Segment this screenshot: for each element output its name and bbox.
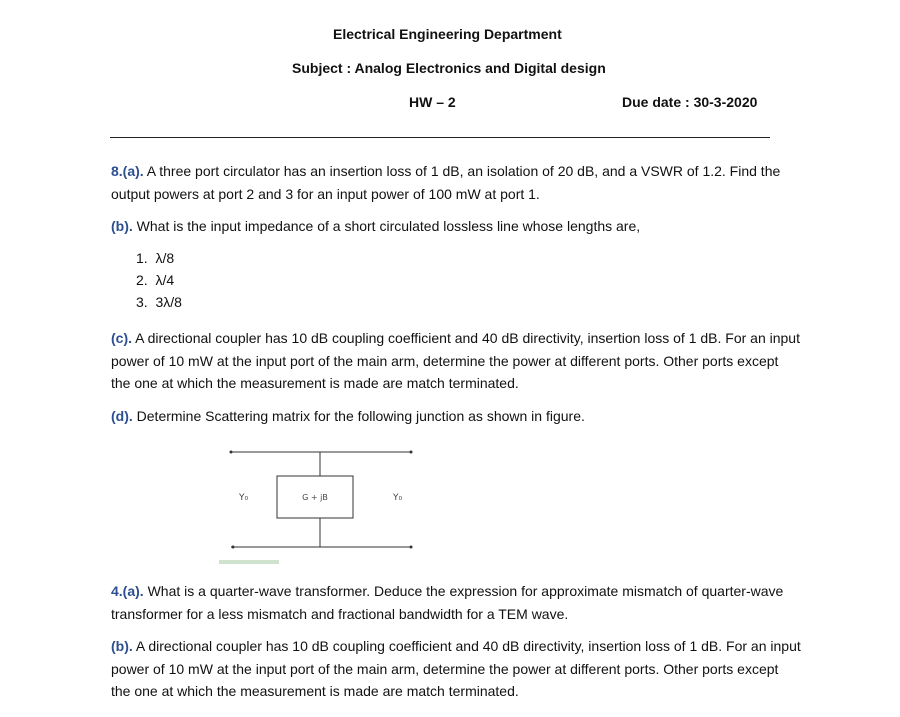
homework-number: HW – 2: [409, 94, 456, 110]
question-4a: [111, 580, 801, 625]
question-8d: [111, 405, 801, 428]
question-4b: [111, 635, 801, 703]
question-label: 8.(a).: [111, 163, 144, 179]
port-terminal: [230, 451, 233, 454]
port-terminal: [232, 546, 235, 549]
list-value: λ/8: [155, 250, 175, 266]
subject-title: Subject : Analog Electronics and Digital design: [292, 60, 606, 76]
question-8c: [111, 327, 801, 395]
question-label: 4.(a).: [111, 583, 144, 599]
port-terminal: [410, 451, 413, 454]
list-number: 2.: [136, 272, 148, 288]
question-text: What is a quarter-wave transformer. Deduce the expression for approximate mismatch of quarter-wave transformer for a less mismatch and fractional bandwidth for a TEM wave.: [111, 583, 784, 622]
left-admittance-label: Y₀: [239, 493, 249, 503]
junction-figure: [215, 440, 425, 570]
question-text: Determine Scattering matrix for the following junction as shown in figure.: [132, 408, 585, 424]
list-value: λ/4: [155, 272, 175, 288]
list-number: 3.: [136, 294, 148, 310]
question-label: (b).: [111, 638, 133, 654]
department-title: Electrical Engineering Department: [333, 26, 562, 42]
question-label: (b).: [111, 218, 133, 234]
question-text: A directional coupler has 10 dB coupling coefficient and 40 dB directivity, insertion loss of 1 dB. For an input power of 10 mW at the input port of the main arm, determine the power at different ports. Other ports except the one at which the measurement is made are match terminated.: [111, 330, 800, 391]
due-date: Due date : 30-3-2020: [622, 94, 758, 110]
question-8b: [111, 215, 801, 238]
question-text: A three port circulator has an insertion loss of 1 dB, an isolation of 20 dB, and a VSWR of 1.2. Find the output powers at port 2 and 3 for an input power of 100 mW at port 1.: [111, 163, 781, 202]
list-item: [136, 272, 174, 288]
port-terminal: [410, 546, 413, 549]
right-admittance-label: Y₀: [393, 493, 403, 503]
list-item: [136, 250, 174, 266]
question-text: What is the input impedance of a short circulated lossless line whose lengths are,: [132, 218, 641, 234]
question-8a: [111, 160, 801, 205]
list-number: 1.: [136, 250, 148, 266]
header-divider: [110, 137, 770, 138]
question-label: (c).: [111, 330, 132, 346]
box-label: G + jB: [302, 493, 328, 502]
list-item: [136, 294, 182, 310]
question-label: (d).: [111, 408, 133, 424]
question-text: A directional coupler has 10 dB coupling coefficient and 40 dB directivity, insertion loss of 1 dB. For an input power of 10 mW at the input port of the main arm, determine the power at different ports. Other ports except the one at which the measurement is made are match terminated.: [111, 638, 801, 699]
list-value: 3λ/8: [155, 294, 182, 310]
watermark-strip: [219, 560, 279, 564]
